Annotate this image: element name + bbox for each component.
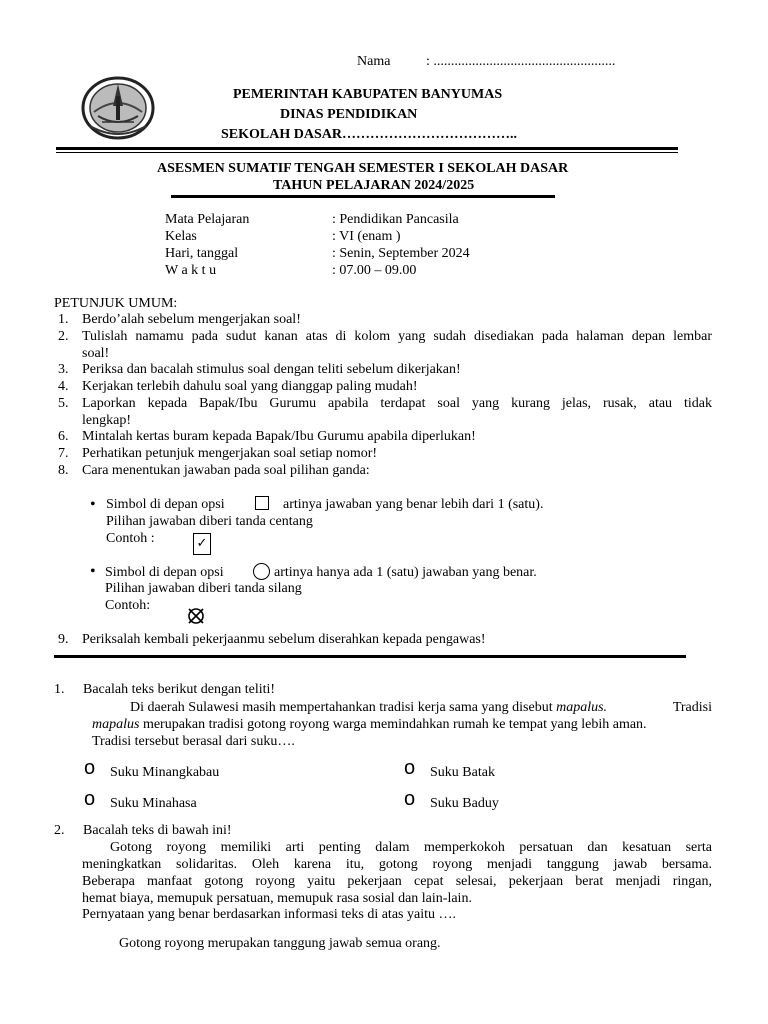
exam-title: ASESMEN SUMATIF TENGAH SEMESTER I SEKOLAH DASAR [157, 161, 569, 176]
option-label[interactable]: Suku Minangkabau [110, 765, 220, 780]
question-stimulus-line [92, 716, 647, 733]
option-radio-icon[interactable]: o [84, 788, 96, 810]
instruction-text-cont: soal! [82, 346, 110, 361]
regency-logo [80, 76, 156, 140]
instruction-number: 1. [58, 312, 69, 327]
bullet-text: artinya jawaban yang benar lebih dari 1 (satu). [283, 497, 544, 512]
option-label[interactable]: Suku Baduy [430, 796, 499, 811]
stimulus-term: mapalus [92, 717, 140, 732]
bullet-text: Simbol di depan opsi [105, 565, 224, 580]
school-title: SEKOLAH DASAR……………………………….. [221, 127, 517, 142]
stimulus-text: Beberapa manfaat gotong royong yaitu pekerjaan cepat selesai, pekerjaan berat menjadi ringan, [82, 874, 712, 889]
bullet-text: artinya hanya ada 1 (satu) jawaban yang benar. [274, 565, 537, 580]
name-field[interactable]: : .................................................... [426, 54, 616, 69]
instruction-number: 8. [58, 463, 69, 478]
stimulus-text: merupakan tradisi gotong royong warga memindahkan rumah ke tempat yang lebih aman. [139, 717, 647, 732]
instruction-number: 3. [58, 362, 69, 377]
question-stem: Tradisi tersebut berasal dari suku…. [92, 734, 295, 749]
instruction-text: Periksa dan bacalah stimulus soal dengan teliti sebelum dikerjakan! [82, 362, 461, 377]
example-label: Contoh : [106, 531, 155, 546]
header-divider-thin [56, 152, 678, 153]
crossed-circle-icon [186, 606, 206, 626]
instruction-number: 6. [58, 429, 69, 444]
question-stimulus-line [130, 699, 712, 716]
info-value: : VI (enam ) [332, 229, 401, 244]
instruction-text: Berdo’alah sebelum mengerjakan soal! [82, 312, 301, 327]
statement-option[interactable]: Gotong royong merupakan tanggung jawab semua orang. [119, 936, 441, 951]
option-label[interactable]: Suku Minahasa [110, 796, 197, 811]
instruction-number: 5. [58, 396, 69, 411]
question-number: 2. [54, 823, 65, 838]
question-stem: Pernyataan yang benar berdasarkan informasi teks di atas yaitu …. [82, 907, 456, 922]
example-label: Contoh: [105, 598, 151, 613]
instruction-text: Tulislah namamu pada sudut kanan atas di kolom yang sudah disediakan pada halaman depan lembar [82, 329, 712, 344]
question-prompt: Bacalah teks berikut dengan teliti! [83, 682, 276, 697]
info-label: Mata Pelajaran [165, 212, 250, 227]
instruction-text: Perhatikan petunjuk mengerjakan soal setiap nomor! [82, 446, 378, 461]
instructions-heading: PETUNJUK UMUM: [54, 296, 178, 311]
instruction-number: 9. [58, 632, 69, 647]
stimulus-text: hemat biaya, memupuk persatuan, memupuk rasa sosial dan lain-lain. [82, 891, 472, 906]
bullet-text: Pilihan jawaban diberi tanda silang [105, 581, 302, 596]
instruction-text: Cara menentukan jawaban pada soal pilihan ganda: [82, 463, 370, 478]
question-number: 1. [54, 682, 65, 697]
dept-title: DINAS PENDIDIKAN [280, 107, 418, 122]
option-label[interactable]: Suku Batak [430, 765, 495, 780]
instruction-text: Periksalah kembali pekerjaanmu sebelum diserahkan kepada pengawas! [82, 632, 486, 647]
gov-title: PEMERINTAH KABUPATEN BANYUMAS [233, 87, 503, 102]
stimulus-text: Di daerah Sulawesi masih mempertahankan tradisi kerja sama yang disebut [130, 700, 557, 715]
info-value: : Pendidikan Pancasila [332, 212, 459, 227]
section-divider [54, 655, 686, 658]
info-label: Kelas [165, 229, 197, 244]
radio-circle-icon [253, 563, 270, 580]
bullet-icon: • [90, 496, 96, 513]
bullet-text: Simbol di depan opsi [106, 497, 225, 512]
instruction-text: Kerjakan terlebih dahulu soal yang dianggap paling mudah! [82, 379, 418, 394]
instruction-text: Mintalah kertas buram kepada Bapak/Ibu Gurumu apabila diperlukan! [82, 429, 476, 444]
exam-year: TAHUN PELAJARAN 2024/2025 [273, 178, 475, 193]
option-radio-icon[interactable]: o [404, 757, 416, 779]
instruction-text-cont: lengkap! [82, 413, 131, 428]
checkbox-icon [255, 496, 269, 510]
instruction-number: 4. [58, 379, 69, 394]
bullet-icon: • [90, 563, 96, 580]
checked-box-example: ✓ [193, 533, 211, 555]
option-radio-icon[interactable]: o [84, 757, 96, 779]
stimulus-text: meningkatkan solidaritas. Oleh karena itu, gotong royong menjadi tanggung jawab bersama. [82, 857, 712, 872]
info-label: Hari, tanggal [165, 246, 239, 261]
name-label: Nama [357, 54, 391, 69]
option-radio-icon[interactable]: o [404, 788, 416, 810]
bullet-text: Pilihan jawaban diberi tanda centang [106, 514, 313, 529]
instruction-text: Laporkan kepada Bapak/Ibu Gurumu apabila terdapat soal yang kurang jelas, rusak, atau tidak [82, 396, 712, 411]
title-underline [171, 195, 555, 198]
stimulus-term: mapalus. [556, 700, 608, 715]
header-divider-thick [56, 147, 678, 150]
info-label: W a k t u [165, 263, 217, 278]
stimulus-text: Tradisi [669, 700, 712, 715]
stimulus-text: Gotong royong memiliki arti penting dalam memperkokoh persatuan dan kesatuan serta [110, 840, 712, 855]
info-value: : Senin, September 2024 [332, 246, 470, 261]
instruction-number: 7. [58, 446, 69, 461]
info-value: : 07.00 – 09.00 [332, 263, 417, 278]
instruction-number: 2. [58, 329, 69, 344]
question-prompt: Bacalah teks di bawah ini! [83, 823, 232, 838]
